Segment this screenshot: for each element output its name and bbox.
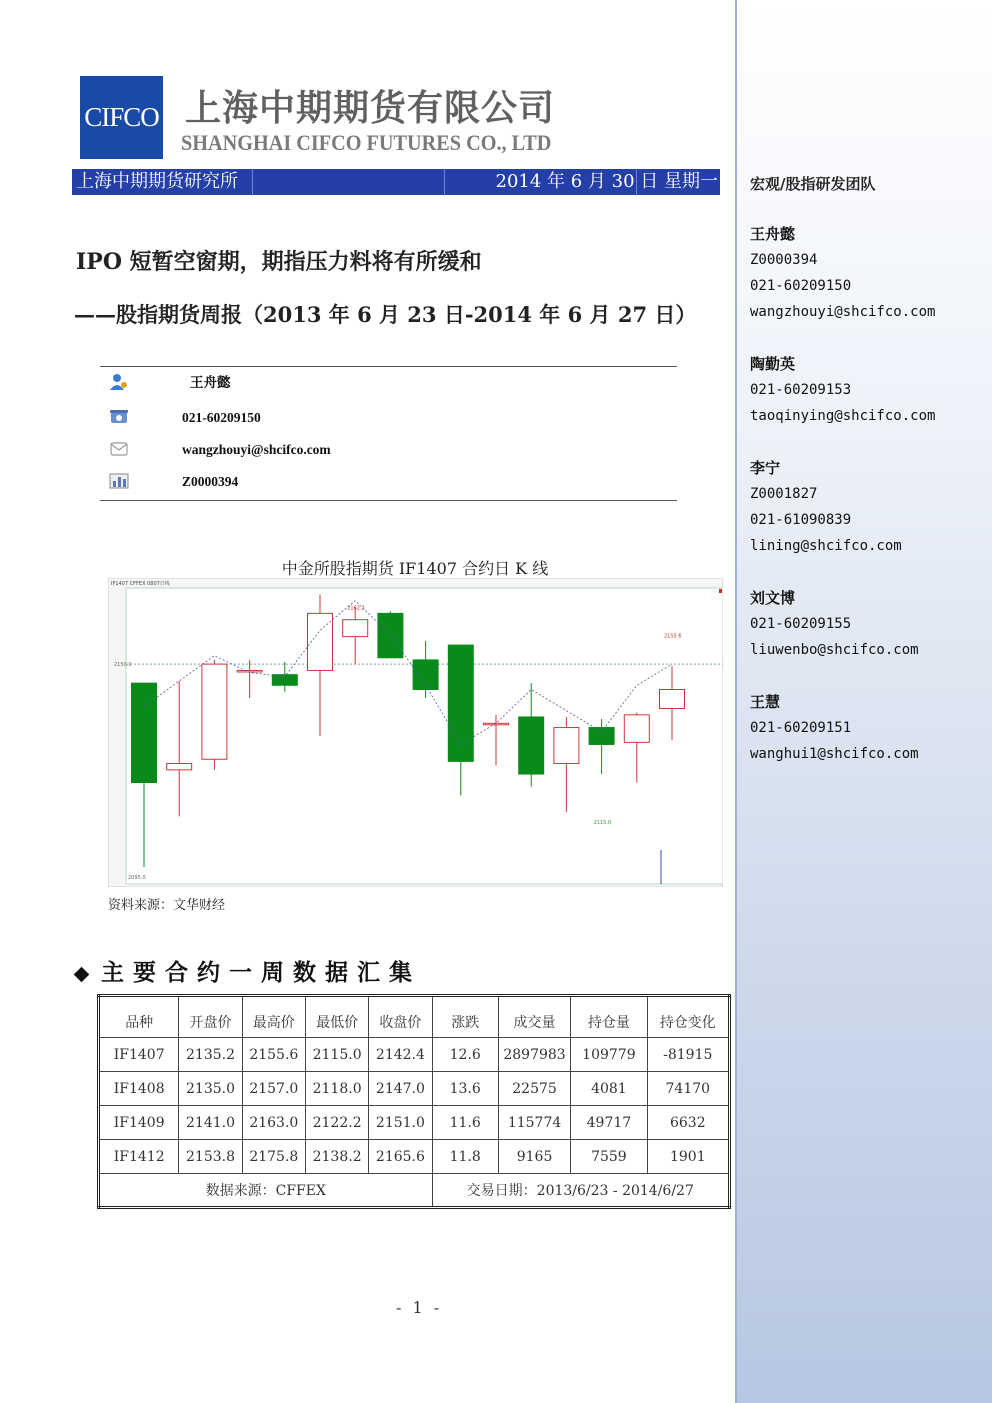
table-cell: 2135.2 [179,1038,242,1072]
institute-name: 上海中期期货研究所 [76,171,238,192]
table-cell: 2155.6 [242,1038,305,1072]
author-email-row [100,438,677,462]
price-annotation: 2115.0 [593,820,612,827]
table-cell: 7559 [571,1140,647,1174]
candle-body [237,670,262,672]
table-cell: 2115.0 [305,1038,368,1072]
summary-table [97,994,731,1209]
table-cell: 74170 [647,1072,729,1106]
table-footer-source: 数据来源：CFFEX [99,1174,433,1208]
table-cell: IF1412 [99,1140,179,1174]
candle-body [132,683,157,782]
report-subtitle: ——股指期货周报（2013 年 6 月 23 日-2014 年 6 月 27 日） [74,302,697,327]
table-cell: 2153.8 [179,1140,242,1174]
candle-body [624,715,649,742]
member-name: 李宁 [750,459,781,477]
corner-mark [719,589,722,593]
table-cell: 2897983 [498,1038,570,1072]
table-footer-row [99,1174,730,1208]
candle-body [660,689,685,708]
chart-source: 资料来源：文华财经 [108,898,226,913]
bottom-label: 2095.0 [128,875,146,881]
cifco-logo: CIFCO [80,76,163,159]
team-title: 宏观/股指研发团队 [750,175,876,193]
author-license: Z0000394 [182,474,239,489]
table-header-cell: 收盘价 [369,996,432,1038]
table-row [99,1038,730,1072]
table-header-cell: 开盘价 [179,996,242,1038]
phone-icon [108,408,130,426]
member-name: 王舟懿 [750,225,796,243]
member-phone: 021-61090839 [750,512,852,528]
author-phone: 021-60209150 [182,410,261,425]
table-cell: 11.8 [432,1140,498,1174]
member-phone: 021-60209151 [750,720,852,736]
table-cell: 2138.2 [305,1140,368,1174]
price-annotation: 2155.6 [664,633,682,640]
candle-body [378,613,403,657]
candle-body [519,717,544,774]
table-header-cell: 成交量 [498,996,570,1038]
candlestick-chart [108,578,723,887]
table-cell: 2122.2 [305,1106,368,1140]
table-row [99,1140,730,1174]
table-row [99,1106,730,1140]
table-row [99,1072,730,1106]
member-2 [750,351,935,429]
member-name: 刘文博 [750,589,796,607]
diamond-bullet-icon [74,967,90,983]
member-email[interactable]: lining@shcifco.com [750,538,902,554]
candle-body [554,728,579,764]
candle-body [343,620,368,637]
member-name: 陶勤英 [750,355,796,373]
candle-body [484,723,509,725]
chart-header-label: IF1407 CFFEX 0807日线 [111,581,170,587]
section-title: 主要合约一周数据汇集 [101,959,421,986]
mail-icon [108,440,130,458]
member-5 [750,689,919,767]
author-name-row [100,371,677,395]
member-license: Z0001827 [750,486,818,502]
chart-icon [108,472,130,490]
table-cell: 2163.0 [242,1106,305,1140]
member-phone: 021-60209155 [750,616,852,632]
table-cell: 2141.0 [179,1106,242,1140]
table-cell: 12.6 [432,1038,498,1072]
sidebar [735,0,992,1403]
member-email[interactable]: taoqinying@shcifco.com [750,408,936,424]
table-header-cell: 品种 [99,996,179,1038]
author-email[interactable]: wangzhouyi@shcifco.com [182,442,331,457]
author-phone-row [100,406,677,430]
table-cell: 4081 [571,1072,647,1106]
candle-body [167,763,192,769]
table-cell: 13.6 [432,1072,498,1106]
table-cell: 2175.8 [242,1140,305,1174]
table-cell: 115774 [498,1106,570,1140]
company-name-en: SHANGHAI CIFCO FUTURES CO., LTD [181,130,552,155]
table-cell: IF1408 [99,1072,179,1106]
table-cell: 9165 [498,1140,570,1174]
candle-body [589,728,614,745]
table-cell: 1901 [647,1140,729,1174]
chart-title: 中金所股指期货 IF1407 合约日 K 线 [281,559,549,578]
table-header-cell: 持仓变化 [647,996,729,1038]
table-cell: 49717 [571,1106,647,1140]
table-cell: IF1407 [99,1038,179,1072]
table-cell: IF1409 [99,1106,179,1140]
table-cell: 109779 [571,1038,647,1072]
member-phone: 021-60209153 [750,382,852,398]
member-email[interactable]: liuwenbo@shcifco.com [750,642,919,658]
table-header-cell: 最高价 [242,996,305,1038]
table-header-cell: 涨跌 [432,996,498,1038]
page-number: - 1 - [396,1298,443,1317]
table-cell: 2142.4 [369,1038,432,1072]
report-date: 2014 年 6 月 30 日 星期一 [495,171,718,192]
member-3 [750,455,902,559]
member-license: Z0000394 [750,252,818,268]
candle-body [202,664,227,759]
table-header-cell: 持仓量 [571,996,647,1038]
table-cell: 2135.0 [179,1072,242,1106]
table-cell: 2118.0 [305,1072,368,1106]
table-footer-dates: 交易日期：2013/6/23 - 2014/6/27 [432,1174,729,1208]
author-block [100,366,677,501]
table-header-cell: 最低价 [305,996,368,1038]
member-1 [750,221,935,325]
member-email[interactable]: wangzhouyi@shcifco.com [750,304,936,320]
reference-label: 2150.0 [114,662,132,669]
table-cell: 22575 [498,1072,570,1106]
table-cell: 6632 [647,1106,729,1140]
table-cell: 2157.0 [242,1072,305,1106]
price-annotation: 2162.2 [347,605,365,612]
table-cell: 2151.0 [369,1106,432,1140]
member-4 [750,585,919,663]
member-name: 王慧 [750,693,781,711]
table-cell: 2165.6 [369,1140,432,1174]
table-cell: 2147.0 [369,1072,432,1106]
table-cell: -81915 [647,1038,729,1072]
member-email[interactable]: wanghui1@shcifco.com [750,746,919,762]
report-title: IPO 短暂空窗期，期指压力料将有所缓和 [76,249,482,275]
author-license-row [100,470,677,494]
section-heading [76,954,421,987]
author-name: 王舟懿 [190,375,231,390]
header-banner [72,169,720,195]
table-cell: 11.6 [432,1106,498,1140]
member-phone: 021-60209150 [750,278,852,294]
company-name-cn: 上海中期期货有限公司 [185,88,556,129]
table-header-row [99,996,730,1038]
person-icon [108,373,130,391]
